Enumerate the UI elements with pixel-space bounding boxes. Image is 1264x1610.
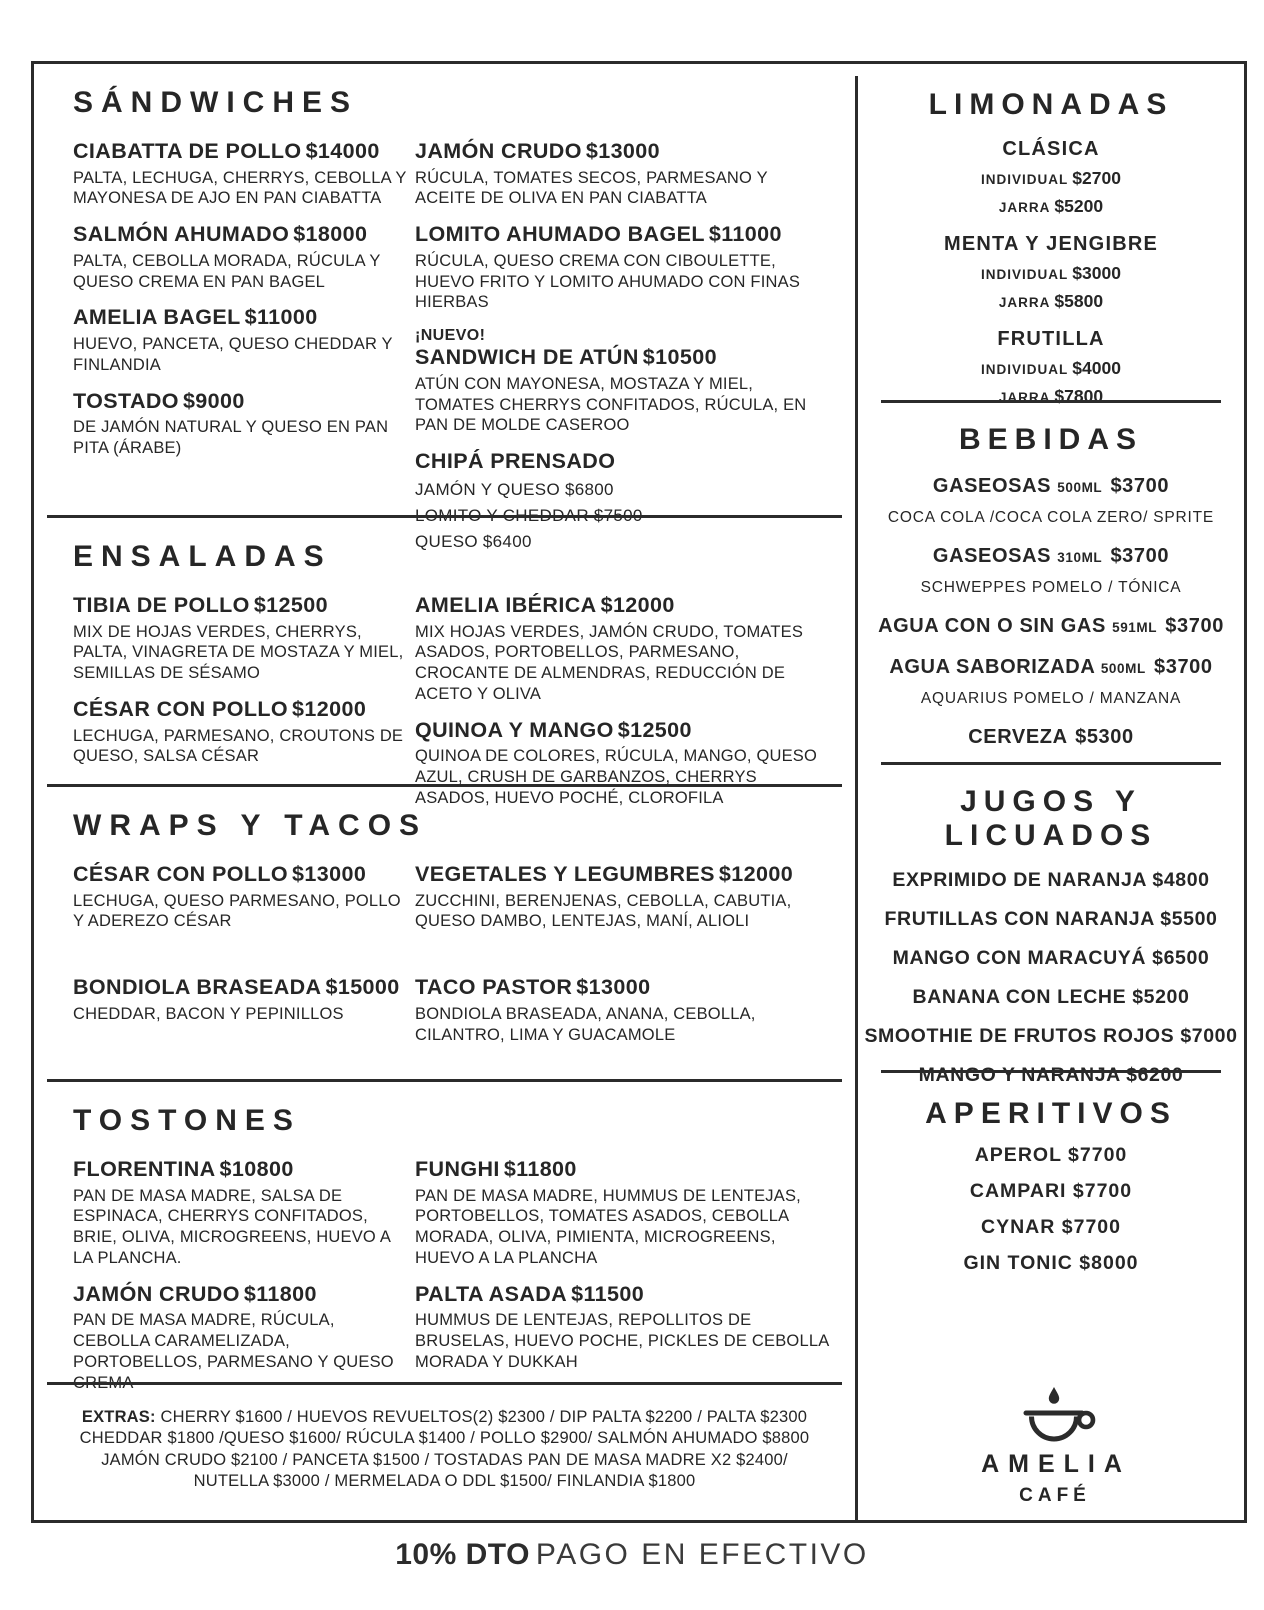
menu-item bbox=[415, 223, 837, 313]
menu-item bbox=[858, 1025, 1244, 1048]
menu-item bbox=[858, 1144, 1244, 1167]
item-desc: QUINOA DE COLORES, RÚCULA, MANGO, QUESO AZUL, CRUSH DE GARBANZOS, CHERRYS ASADOS, HUEVO POCHÉ, CLOROFILA bbox=[415, 747, 818, 807]
item-desc: PALTA, CEBOLLA MORADA, RÚCULA Y QUESO CREMA EN PAN BAGEL bbox=[73, 251, 381, 291]
item-name: EXPRIMIDO DE NARANJA bbox=[892, 869, 1147, 891]
item-name: TIBIA DE POLLO bbox=[73, 593, 250, 617]
footer-promo bbox=[0, 1538, 1264, 1572]
item-price: $12000 bbox=[292, 696, 367, 721]
item-price: $6500 bbox=[1152, 947, 1210, 969]
item-price: $7700 bbox=[1068, 1144, 1128, 1166]
section-title: TOSTONES bbox=[73, 1104, 301, 1137]
item-price: $7800 bbox=[1054, 386, 1104, 406]
item-desc: PALTA, LECHUGA, CHERRYS, CEBOLLA Y MAYONESA DE AJO EN PAN CIABATTA bbox=[73, 168, 407, 208]
item-price: $12000 bbox=[600, 593, 675, 617]
menu-item bbox=[415, 327, 837, 436]
menu-item bbox=[858, 869, 1244, 892]
section-limonadas bbox=[858, 64, 1244, 406]
section-jugos bbox=[858, 765, 1244, 1086]
section-title: ENSALADAS bbox=[73, 540, 332, 573]
discount-text: PAGO EN EFECTIVO bbox=[535, 1538, 869, 1571]
item-name: LOMITO AHUMADO BAGEL bbox=[415, 222, 705, 247]
menu-item bbox=[415, 863, 837, 932]
extras-line: CHERRY $1600 / HUEVOS REVUELTOS(2) $2300 / DIP PALTA $2200 / PALTA $2300 bbox=[160, 1407, 808, 1426]
item-price: $5800 bbox=[1054, 291, 1104, 311]
item-desc: RÚCULA, QUESO CREMA CON CIBOULETTE, HUEVO FRITO Y LOMITO AHUMADO CON FINAS HIERBAS bbox=[415, 251, 801, 312]
item-price: $3000 bbox=[1072, 263, 1121, 283]
menu-item bbox=[415, 140, 837, 209]
item-price: $11000 bbox=[708, 222, 782, 247]
size-label: JARRA bbox=[998, 295, 1051, 310]
item-name: CHIPÁ PRENSADO bbox=[415, 449, 616, 474]
section-title: APERITIVOS bbox=[925, 1097, 1177, 1130]
menu-item bbox=[858, 138, 1244, 217]
drop-icon bbox=[1049, 1387, 1059, 1404]
item-price: $7000 bbox=[1180, 1025, 1238, 1047]
menu-item bbox=[858, 1252, 1244, 1275]
item-name: MENTA Y JENGIBRE bbox=[943, 233, 1159, 255]
item-name: TOSTADO bbox=[73, 388, 179, 413]
item-name: SALMÓN AHUMADO bbox=[73, 222, 290, 247]
menu-item bbox=[73, 1158, 415, 1269]
menu-item bbox=[858, 615, 1244, 638]
item-price: $3700 bbox=[1165, 615, 1224, 637]
menu-item bbox=[73, 140, 415, 209]
item-desc: ZUCCHINI, BERENJENAS, CEBOLLA, CABUTIA, QUESO DAMBO, LENTEJAS, MANÍ, ALIOLI bbox=[415, 891, 792, 931]
item-name: BONDIOLA BRASEADA bbox=[73, 975, 322, 1000]
item-name: VEGETALES Y LEGUMBRES bbox=[415, 862, 715, 886]
item-name: AMELIA BAGEL bbox=[73, 305, 241, 330]
item-price: $5300 bbox=[1075, 726, 1134, 748]
item-options: COCA COLA /COCA COLA ZERO/ SPRITE bbox=[887, 509, 1215, 526]
menu-item bbox=[73, 698, 415, 767]
menu-item bbox=[858, 328, 1244, 407]
item-price: $5500 bbox=[1160, 908, 1218, 930]
menu-item bbox=[858, 233, 1244, 312]
item-name: CERVEZA bbox=[968, 726, 1067, 748]
brand-logo bbox=[969, 1384, 1139, 1508]
coffee-cup-icon bbox=[1010, 1384, 1098, 1446]
section-title: LIMONADAS bbox=[928, 88, 1174, 121]
menu-item bbox=[73, 1283, 415, 1394]
item-desc: BONDIOLA BRASEADA, ANANA, CEBOLLA, CILANTRO, LIMA Y GUACAMOLE bbox=[415, 1004, 756, 1044]
size-label: 310ML bbox=[1057, 550, 1103, 565]
item-price: $15000 bbox=[325, 975, 400, 1000]
new-badge: ¡NUEVO! bbox=[415, 327, 486, 345]
item-name: CÉSAR CON POLLO bbox=[73, 696, 289, 721]
item-price: $9000 bbox=[182, 388, 245, 413]
item-desc: ATÚN CON MAYONESA, MOSTAZA Y MIEL, TOMATES CHERRYS CONFITADOS, RÚCULA, EN PAN DE MOLDE CASEROO bbox=[415, 374, 807, 435]
size-label: INDIVIDUAL bbox=[981, 267, 1069, 282]
item-variant: JAMÓN Y QUESO $6800 bbox=[415, 479, 614, 499]
item-price: $3700 bbox=[1154, 656, 1213, 678]
item-name: CYNAR bbox=[981, 1216, 1056, 1238]
item-name: FRUTILLA bbox=[997, 328, 1105, 350]
menu-item bbox=[415, 976, 837, 1045]
item-price: $8000 bbox=[1079, 1252, 1139, 1274]
extras-label: EXTRAS: bbox=[81, 1407, 156, 1426]
size-label: 500ML bbox=[1100, 661, 1146, 676]
item-name: PALTA ASADA bbox=[415, 1281, 568, 1306]
item-name: SMOOTHIE DE FRUTOS ROJOS bbox=[864, 1025, 1175, 1047]
section-ensaladas bbox=[34, 518, 855, 807]
size-label: INDIVIDUAL bbox=[981, 362, 1069, 377]
item-price: $4000 bbox=[1072, 358, 1121, 378]
section-tostones bbox=[34, 1082, 855, 1392]
size-label: JARRA bbox=[998, 390, 1051, 405]
item-price: $5200 bbox=[1054, 196, 1104, 216]
item-name: TACO PASTOR bbox=[415, 975, 573, 1000]
item-price: $4800 bbox=[1152, 869, 1210, 891]
item-name: CLÁSICA bbox=[1002, 138, 1100, 160]
item-price: $11500 bbox=[571, 1281, 645, 1306]
item-price: $2700 bbox=[1072, 168, 1121, 188]
menu-item bbox=[73, 594, 415, 684]
item-name: AGUA SABORIZADA bbox=[889, 656, 1095, 678]
extras-line: CHEDDAR $1800 /QUESO $1600/ RÚCULA $1400 / POLLO $2900/ SALMÓN AHUMADO $8800 bbox=[79, 1429, 810, 1448]
menu-item bbox=[858, 475, 1244, 527]
item-price: $11800 bbox=[243, 1281, 317, 1306]
menu-item bbox=[858, 726, 1244, 749]
section-title: SÁNDWICHES bbox=[73, 86, 359, 119]
item-price: $12500 bbox=[253, 593, 328, 617]
item-price: $6200 bbox=[1126, 1064, 1184, 1086]
menu-item bbox=[415, 594, 837, 705]
section-title: JUGOS Y LICUADOS bbox=[944, 785, 1158, 852]
item-name: FRUTILLAS CON NARANJA bbox=[884, 908, 1155, 930]
item-price: $14000 bbox=[305, 139, 380, 163]
size-label: JARRA bbox=[998, 200, 1051, 215]
item-price: $3700 bbox=[1110, 475, 1170, 497]
item-name: AGUA CON O SIN GAS bbox=[878, 615, 1106, 637]
item-name: GASEOSAS bbox=[932, 475, 1052, 497]
item-desc: PAN DE MASA MADRE, SALSA DE ESPINACA, CHERRYS CONFITADOS, BRIE, OLIVA, MICROGREENS, HUEVO A LA PLANCHA. bbox=[73, 1186, 391, 1267]
section-bebidas bbox=[858, 403, 1244, 762]
item-variant: QUESO $6400 bbox=[415, 531, 532, 551]
item-name: JAMÓN CRUDO bbox=[415, 139, 582, 163]
section-wraps bbox=[34, 787, 855, 1079]
item-name: APEROL bbox=[974, 1144, 1062, 1166]
section-title: WRAPS Y TACOS bbox=[73, 809, 428, 842]
item-price: $11000 bbox=[244, 305, 318, 330]
extras-line: JAMÓN CRUDO $2100 / PANCETA $1500 / TOSTADAS PAN DE MASA MADRE X2 $2400/ bbox=[101, 1450, 788, 1469]
item-name: MANGO Y NARANJA bbox=[918, 1064, 1121, 1086]
item-desc: MIX DE HOJAS VERDES, CHERRYS, PALTA, VINAGRETA DE MOSTAZA Y MIEL, SEMILLAS DE SÉSAMO bbox=[73, 622, 404, 683]
item-price: $3700 bbox=[1110, 545, 1170, 567]
item-name: AMELIA IBÉRICA bbox=[415, 593, 597, 617]
item-name: GASEOSAS bbox=[932, 545, 1052, 567]
item-price: $7700 bbox=[1061, 1216, 1121, 1238]
section-title: BEBIDAS bbox=[958, 423, 1143, 456]
item-name: SANDWICH DE ATÚN bbox=[415, 345, 639, 370]
item-variant: LOMITO Y CHEDDAR $7500 bbox=[415, 505, 643, 525]
item-name: CAMPARI bbox=[969, 1180, 1067, 1202]
item-name: FLORENTINA bbox=[73, 1157, 216, 1181]
item-desc: HUMMUS DE LENTEJAS, REPOLLITOS DE BRUSELAS, HUEVO POCHE, PICKLES DE CEBOLLA MORADA Y DUKKAH bbox=[415, 1311, 829, 1371]
item-desc: CHEDDAR, BACON Y PEPINILLOS bbox=[73, 1004, 344, 1023]
item-name: CIABATTA DE POLLO bbox=[73, 139, 302, 163]
menu-item bbox=[858, 1216, 1244, 1239]
column-right bbox=[415, 126, 837, 552]
size-label: 591ML bbox=[1112, 620, 1158, 635]
size-label: 500ML bbox=[1057, 480, 1103, 495]
menu-item bbox=[858, 986, 1244, 1009]
menu-item bbox=[858, 947, 1244, 970]
item-name: GIN TONIC bbox=[963, 1252, 1073, 1274]
item-desc: LECHUGA, PARMESANO, CROUTONS DE QUESO, SALSA CÉSAR bbox=[73, 726, 404, 766]
right-panel bbox=[858, 64, 1244, 1520]
item-price: $10500 bbox=[642, 345, 717, 370]
item-price: $12500 bbox=[617, 717, 692, 742]
menu-card bbox=[31, 61, 1247, 1523]
item-price: $10800 bbox=[219, 1157, 294, 1181]
item-options: SCHWEPPES POMELO / TÓNICA bbox=[920, 579, 1182, 596]
menu-item bbox=[858, 908, 1244, 931]
section-sandwiches bbox=[34, 64, 855, 551]
menu-item bbox=[73, 390, 415, 459]
item-price: $13000 bbox=[585, 139, 661, 163]
item-desc: LECHUGA, QUESO PARMESANO, POLLO Y ADEREZO CÉSAR bbox=[73, 891, 401, 931]
item-name: QUINOA Y MANGO bbox=[415, 717, 614, 742]
item-desc: RÚCULA, TOMATES SECOS, PARMESANO Y ACEITE DE OLIVA EN PAN CIABATTA bbox=[415, 168, 768, 208]
section-extras bbox=[34, 1385, 855, 1520]
item-price: $12000 bbox=[718, 862, 794, 886]
menu-item bbox=[415, 1283, 837, 1373]
item-price: $13000 bbox=[576, 975, 651, 1000]
extras-line: NUTELLA $3000 / MERMELADA O DDL $1500/ FINLANDIA $1800 bbox=[193, 1471, 696, 1490]
item-name: JAMÓN CRUDO bbox=[73, 1281, 240, 1306]
menu-item bbox=[415, 1158, 837, 1269]
brand-name: AMELIA bbox=[981, 1450, 1131, 1478]
menu-item bbox=[73, 976, 415, 1024]
menu-item bbox=[73, 306, 415, 375]
item-desc: PAN DE MASA MADRE, RÚCULA, CEBOLLA CARAMELIZADA, PORTOBELLOS, PARMESANO Y QUESO CREMA bbox=[73, 1311, 394, 1392]
section-columns bbox=[73, 126, 837, 552]
item-price: $11800 bbox=[503, 1157, 577, 1181]
item-price: $13000 bbox=[292, 862, 367, 886]
item-name: BANANA CON LECHE bbox=[912, 986, 1127, 1008]
menu-item bbox=[73, 863, 415, 932]
discount-highlight: 10% DTO bbox=[395, 1538, 530, 1571]
item-price: $7700 bbox=[1072, 1180, 1133, 1202]
left-panel bbox=[34, 64, 855, 1520]
item-name: MANGO CON MARACUYÁ bbox=[892, 947, 1147, 969]
item-name: FUNGHI bbox=[415, 1157, 500, 1181]
brand-subtitle: CAFÉ bbox=[1001, 1482, 1107, 1508]
size-label: INDIVIDUAL bbox=[981, 172, 1069, 187]
column-left bbox=[73, 126, 415, 552]
item-desc: DE JAMÓN NATURAL Y QUESO EN PAN PITA (ÁRABE) bbox=[73, 418, 389, 458]
item-price: $18000 bbox=[293, 222, 368, 247]
menu-item bbox=[858, 1180, 1244, 1203]
item-desc: MIX HOJAS VERDES, JAMÓN CRUDO, TOMATES ASADOS, PORTOBELLOS, PARMESANO, CROCANTE DE ALMENDRAS, REDUCCIÓN DE ACETO Y OLIVA bbox=[415, 622, 804, 703]
item-price: $5200 bbox=[1132, 986, 1190, 1008]
menu-item bbox=[858, 656, 1244, 708]
menu-item bbox=[73, 223, 415, 292]
item-name: CÉSAR CON POLLO bbox=[73, 862, 289, 886]
menu-item bbox=[858, 545, 1244, 597]
item-options: AQUARIUS POMELO / MANZANA bbox=[920, 690, 1182, 707]
item-desc: HUEVO, PANCETA, QUESO CHEDDAR Y FINLANDIA bbox=[73, 335, 393, 374]
item-desc: PAN DE MASA MADRE, HUMMUS DE LENTEJAS, PORTOBELLOS, TOMATES ASADOS, CEBOLLA MORADA, OLIVA, PIMIENTA, MICROGREENS, HUEVO A LA PLANCHA bbox=[415, 1186, 801, 1267]
